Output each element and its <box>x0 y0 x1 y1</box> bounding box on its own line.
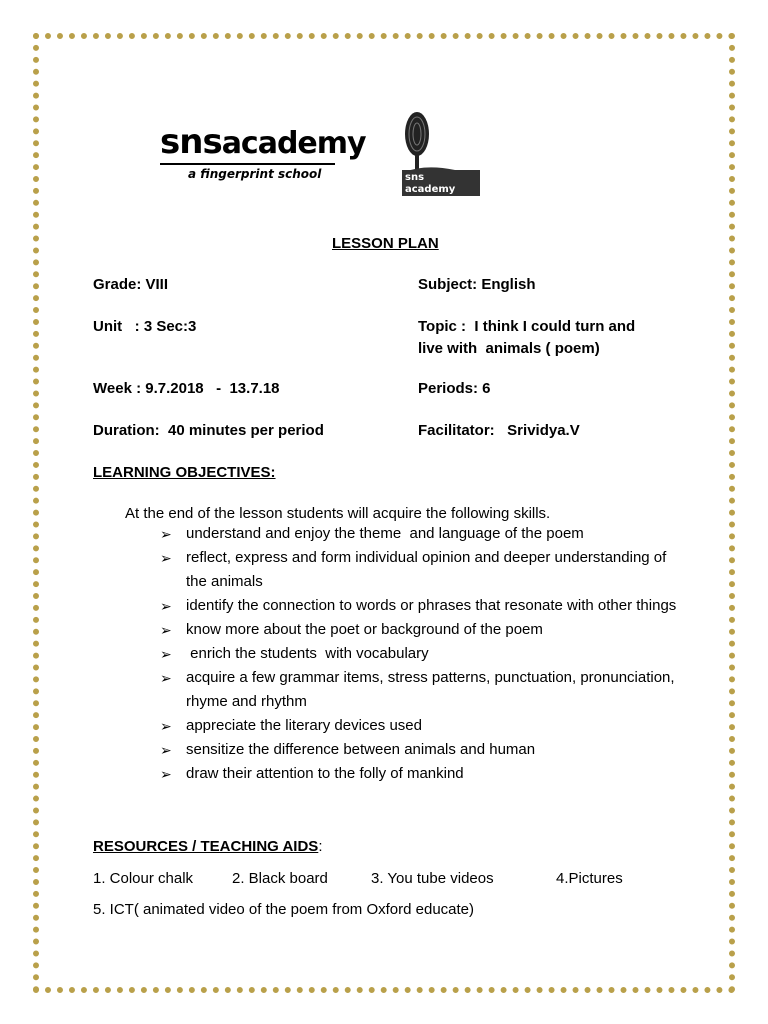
fingerprint-tree-logo <box>395 108 485 202</box>
objective-item <box>160 594 680 618</box>
objective-text: know more about the poet or background of the poem <box>186 621 543 638</box>
objective-text: enrich the students with vocabulary <box>186 645 429 662</box>
topic-field-line1: Topic : I think I could turn and <box>418 318 636 335</box>
objective-text: appreciate the literary devices used <box>186 717 422 734</box>
objectives-list <box>160 522 680 786</box>
logo-academy-text: academy <box>221 126 366 161</box>
logo-underline <box>160 163 335 165</box>
duration-field: Duration: 40 minutes per period <box>93 422 324 439</box>
objectives-intro: At the end of the lesson students will acquire the following skills. <box>125 505 551 522</box>
logo-wordmark <box>160 122 366 162</box>
objective-item <box>160 522 680 546</box>
objective-item <box>160 642 680 666</box>
objective-text: reflect, express and form individual opinion and deeper understanding of the animals <box>186 549 671 590</box>
arrow-bullet-icon: ➢ <box>160 670 172 686</box>
tree-logo-brand: sns academy <box>405 172 456 195</box>
arrow-bullet-icon: ➢ <box>160 622 172 638</box>
resources-heading-colon: : <box>318 838 323 855</box>
objective-text: acquire a few grammar items, stress patterns, punctuation, pronunciation, rhyme and rhythm <box>186 669 679 710</box>
objective-item <box>160 762 680 786</box>
arrow-bullet-icon: ➢ <box>160 766 172 782</box>
learning-objectives-heading: LEARNING OBJECTIVES: <box>93 464 276 481</box>
subject-field: Subject: English <box>418 276 536 293</box>
logo-tagline: a fingerprint school <box>188 167 322 181</box>
objective-item <box>160 546 680 594</box>
resources-heading-text: RESOURCES / TEACHING AIDS <box>93 838 319 855</box>
arrow-bullet-icon: ➢ <box>160 550 172 566</box>
resource-item: 2. Black board <box>232 870 328 887</box>
arrow-bullet-icon: ➢ <box>160 646 172 662</box>
resource-item: 4.Pictures <box>556 870 623 887</box>
objective-item <box>160 666 680 714</box>
objective-text: sensitize the difference between animals and human <box>186 741 536 758</box>
objective-item <box>160 618 680 642</box>
week-field: Week : 9.7.2018 - 13.7.18 <box>93 380 280 397</box>
tree-logo-tagline: a fingerprint school <box>405 196 454 202</box>
logo-sns-text: sns <box>160 122 222 162</box>
topic-field-line2: live with animals ( poem) <box>418 340 600 357</box>
resources-heading <box>93 838 322 855</box>
resource-item: 3. You tube videos <box>371 870 494 887</box>
page-title: LESSON PLAN <box>332 235 439 252</box>
arrow-bullet-icon: ➢ <box>160 742 172 758</box>
periods-field: Periods: 6 <box>418 380 491 397</box>
objective-item <box>160 714 680 738</box>
arrow-bullet-icon: ➢ <box>160 526 172 542</box>
tree-logo-badge <box>402 170 480 202</box>
objective-text: identify the connection to words or phrases that resonate with other things <box>186 597 677 614</box>
objective-item <box>160 738 680 762</box>
unit-field: Unit : 3 Sec:3 <box>93 318 197 335</box>
arrow-bullet-icon: ➢ <box>160 718 172 734</box>
facilitator-field: Facilitator: Srividya.V <box>418 422 580 439</box>
sns-academy-logo <box>160 122 366 181</box>
grade-field: Grade: VIII <box>93 276 169 293</box>
objective-text: understand and enjoy the theme and language of the poem <box>186 525 584 542</box>
resource-item: 1. Colour chalk <box>93 870 194 887</box>
objective-text: draw their attention to the folly of mankind <box>186 765 464 782</box>
fingerprint-tree-icon <box>395 108 485 174</box>
arrow-bullet-icon: ➢ <box>160 598 172 614</box>
resource-ict: 5. ICT( animated video of the poem from Oxford educate) <box>93 901 475 918</box>
